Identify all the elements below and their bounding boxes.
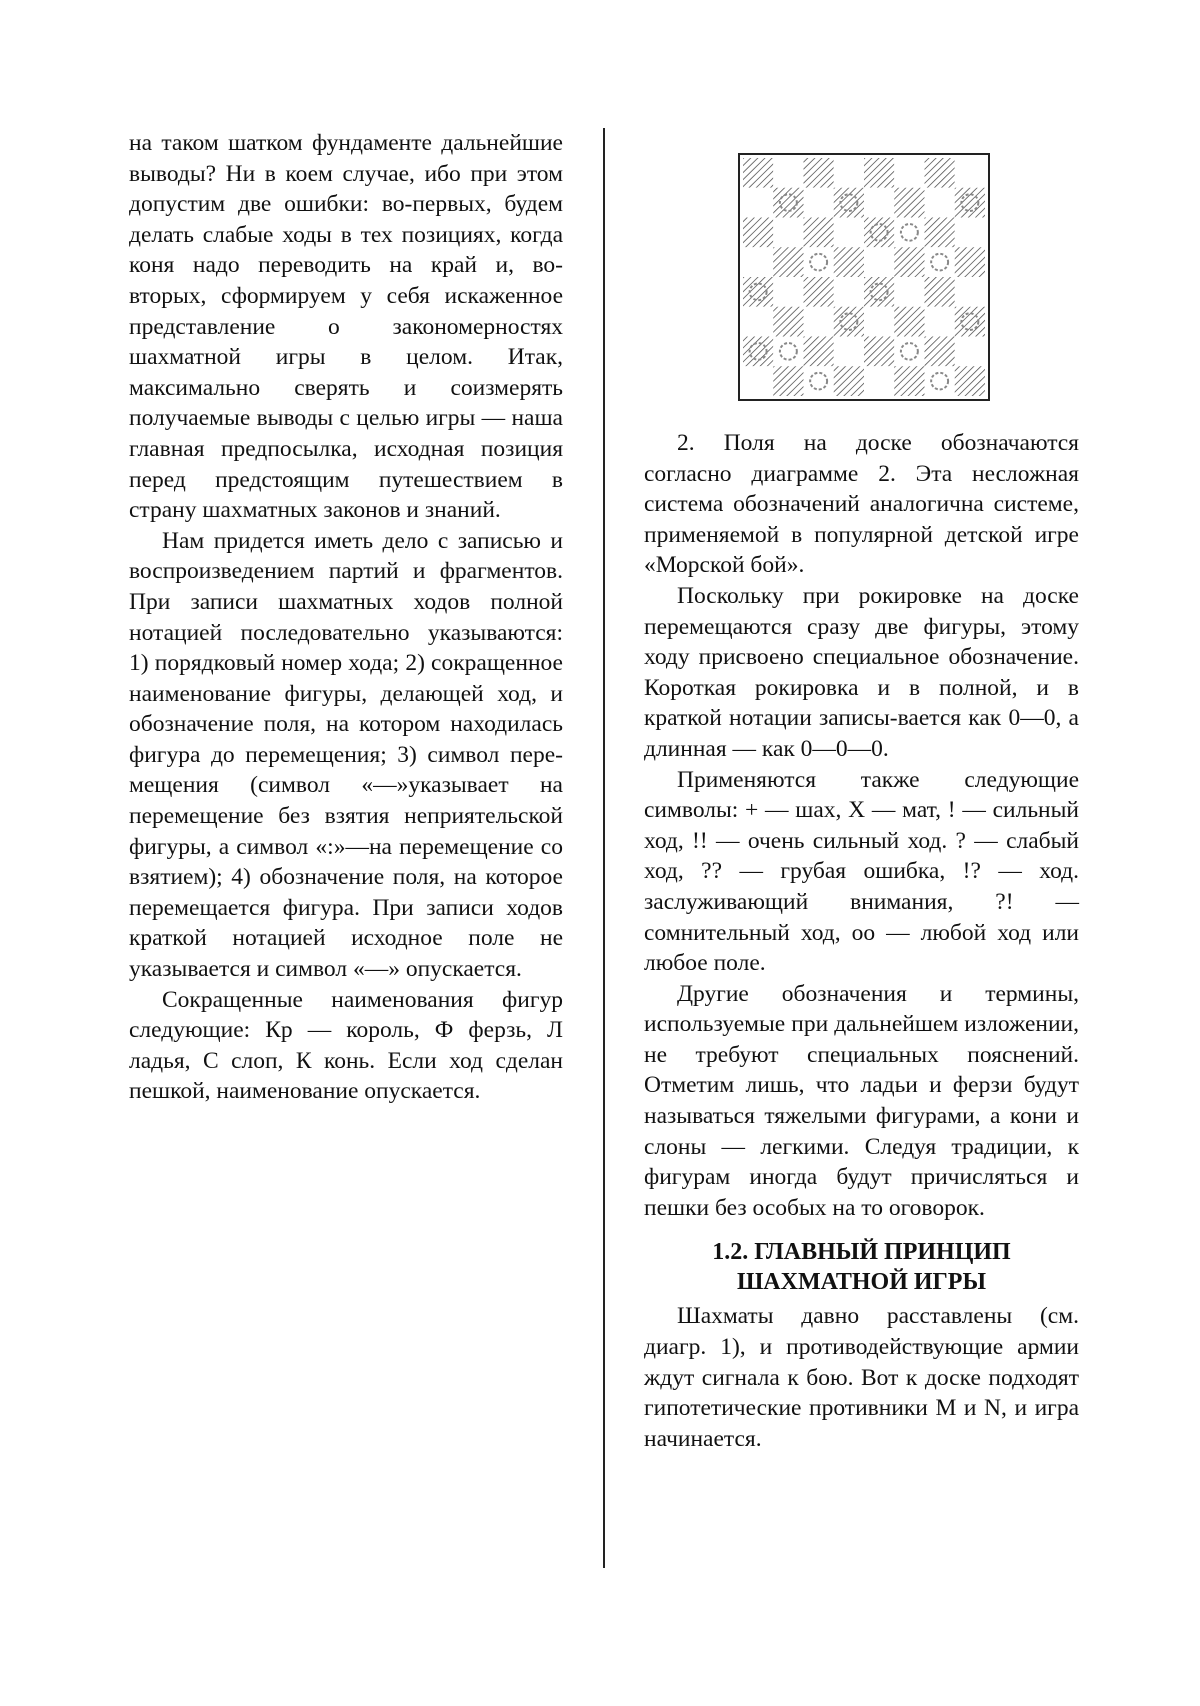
column-divider	[603, 128, 605, 1568]
board-square-light	[894, 337, 924, 367]
board-square-light	[955, 337, 985, 367]
board-square-light	[834, 337, 864, 367]
board-square-dark	[834, 307, 864, 337]
board-square-light	[804, 366, 834, 396]
board-square-light	[894, 218, 924, 248]
board-square-light	[743, 188, 773, 218]
board-square-light	[925, 247, 955, 277]
right-paragraph-2: Поскольку при рокировке на доске перемещаются сразу две фигуры, этому ходу присвоено специальное обозначение. Короткая рокировка и в полной, и в краткой нотации записы-вается как 0—0, а длинная — как 0—0—0.	[644, 582, 1079, 762]
section-heading-line-2: ШАХМАТНОЙ ИГРЫ	[736, 1269, 987, 1296]
board-square-light	[834, 158, 864, 188]
board-square-light	[864, 188, 894, 218]
board-square-light	[743, 307, 773, 337]
board-square-dark	[925, 337, 955, 367]
board-square-dark	[804, 218, 834, 248]
board-square-light	[773, 158, 803, 188]
board-square-dark	[834, 366, 864, 396]
board-square-dark	[925, 277, 955, 307]
board-square-dark	[894, 247, 924, 277]
board-square-light	[773, 337, 803, 367]
board-square-dark	[864, 277, 894, 307]
board-square-dark	[864, 337, 894, 367]
board-square-dark	[743, 218, 773, 248]
right-column	[644, 428, 1079, 1454]
right-paragraph-5: Шахматы давно расставлены (см. диагр. 1), и противодействующие армии ждут сигнала к бою. Вот к доске подходят гипотетические противники М и N, и игра начинается.	[644, 1303, 1079, 1452]
board-square-light	[864, 307, 894, 337]
board-square-dark	[894, 188, 924, 218]
board-square-light	[773, 218, 803, 248]
board-square-dark	[955, 307, 985, 337]
board-square-dark	[804, 277, 834, 307]
board-square-dark	[743, 337, 773, 367]
right-paragraph-1: 2. Поля на доске обозначаются согласно диаграмме 2. Эта несложная система обозначений аналогична системе, применяемой в популярной детской игре «Морской бой».	[644, 430, 1079, 579]
board-square-light	[894, 277, 924, 307]
section-heading	[644, 1237, 1079, 1297]
board-square-dark	[925, 218, 955, 248]
left-paragraph-3: Сокращенные наименования фигур следующие: Кр — король, Ф ферзь, Л ладья, С слоп, К конь. Если ход сделан пешкой, наименование опускается.	[129, 986, 563, 1105]
section-heading-line-1: 1.2. ГЛАВНЫЙ ПРИНЦИП	[712, 1239, 1011, 1266]
board-square-light	[834, 218, 864, 248]
left-paragraph-1: на таком шатком фундаменте дальнейшие выводы? Ни в коем случае, ибо при этом допустим две ошибки: во-первых, будем делать слабые ходы в тех позициях, когда коня надо переводить на край и, во-вторых, сформируем у себя искаженное представление о закономерностях шахматной игры в целом. Итак, максимально сверять и соизмерять получаемые выводы с целью игры — наша главная предпосылка, исходная позиция перед предстоящим путешествием в страну шахматных законов и знаний.	[129, 130, 563, 524]
board-square-dark	[955, 366, 985, 396]
board-square-dark	[894, 307, 924, 337]
board-square-dark	[955, 188, 985, 218]
board-square-light	[804, 247, 834, 277]
board-square-dark	[773, 307, 803, 337]
right-paragraph-4: Другие обозначения и термины, используемые при дальнейшем изложении, не требуют специальных пояснений. Отметим лишь, что ладьи и ферзи будут называться тяжелыми фигурами, а кони и слоны — легкими. Следуя традиции, к фигурам иногда будут причисляться и пешки без особых на то оговорок.	[644, 980, 1079, 1221]
board-square-dark	[773, 247, 803, 277]
board-square-dark	[834, 247, 864, 277]
board-square-light	[743, 366, 773, 396]
board-square-light	[955, 277, 985, 307]
board-square-dark	[864, 218, 894, 248]
board-square-dark	[834, 188, 864, 218]
board-square-light	[925, 307, 955, 337]
chessboard	[743, 158, 985, 396]
board-square-dark	[804, 158, 834, 188]
board-square-light	[834, 277, 864, 307]
board-square-dark	[804, 337, 834, 367]
board-square-dark	[955, 247, 985, 277]
board-square-light	[925, 188, 955, 218]
board-square-light	[804, 188, 834, 218]
board-square-light	[955, 158, 985, 188]
board-square-light	[804, 307, 834, 337]
board-square-dark	[894, 366, 924, 396]
board-square-light	[864, 247, 894, 277]
board-square-dark	[773, 366, 803, 396]
board-square-light	[925, 366, 955, 396]
board-square-light	[894, 158, 924, 188]
board-square-light	[773, 277, 803, 307]
board-square-dark	[743, 277, 773, 307]
board-square-dark	[773, 188, 803, 218]
board-square-dark	[743, 158, 773, 188]
board-square-light	[955, 218, 985, 248]
left-paragraph-2: Нам придется иметь дело с записью и воспроизведением партий и фрагментов. При записи шахматных ходов полной нотацией последовательно указываются: 1) порядковый номер хода; 2) сокращенное наименование фигуры, делающей ход, и обозначение поля, на котором находилась фигура до перемещения; 3) символ пере-мещения (символ «—»указывает на перемещение без взятия неприятельской фигуры, а символ «:»—на перемещение со взятием); 4) обозначение поля, на которое перемещается фигура. При записи ходов краткой нотацией исходное поле не указывается и символ «—» опускается.	[129, 527, 563, 983]
board-square-dark	[864, 158, 894, 188]
chess-diagram	[738, 153, 990, 401]
left-column	[129, 128, 563, 1107]
board-square-dark	[925, 158, 955, 188]
board-square-light	[864, 366, 894, 396]
right-paragraph-3: Применяются также следующие символы: + — шах, X — мат, ! — сильный ход, !! — очень сильный ход. ? — слабый ход, ?? — грубая ошибка, !? — ход. заслуживающий внимания, ?! — сомнительный ход, оо — любой ход или любое поле.	[644, 766, 1079, 977]
board-square-light	[743, 247, 773, 277]
